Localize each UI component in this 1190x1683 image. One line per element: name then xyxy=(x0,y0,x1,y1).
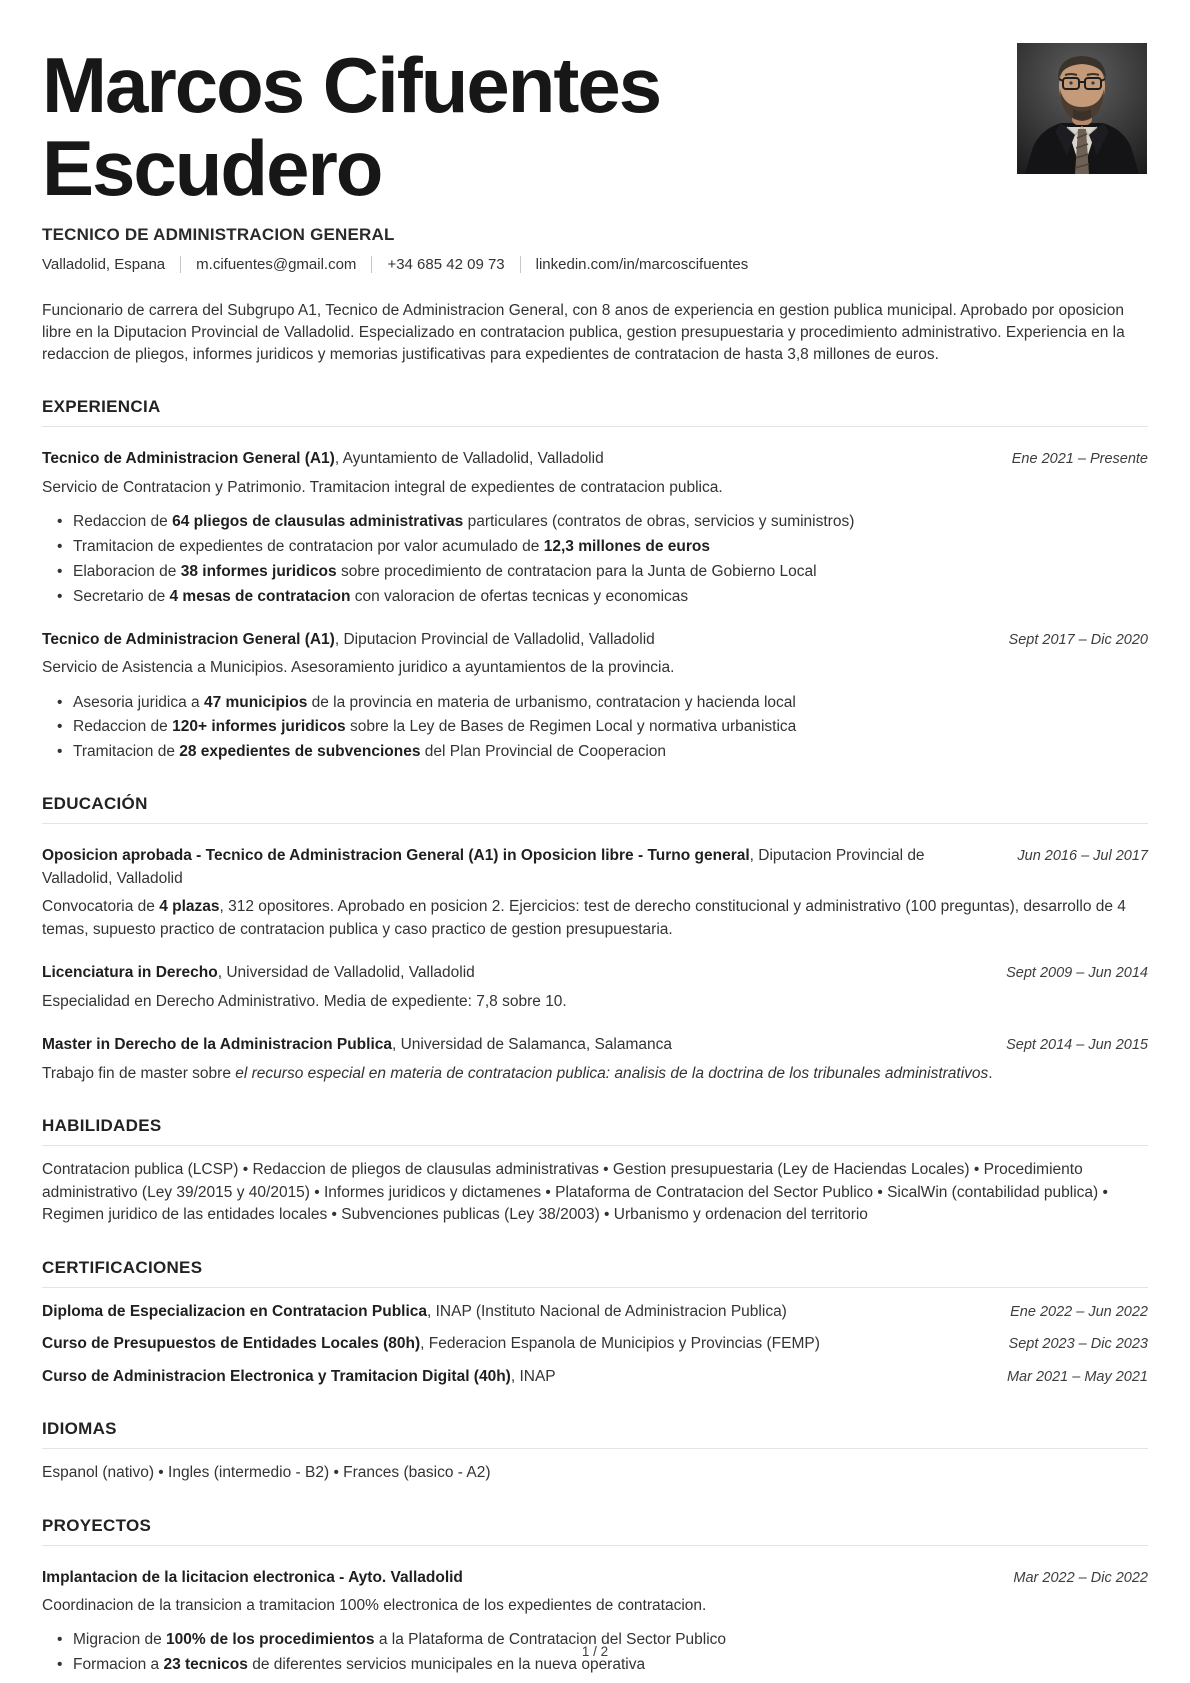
education-entry xyxy=(42,962,1148,1013)
entry-description: Convocatoria de 4 plazas, 312 opositores. Aprobado en posicion 2. Ejercicios: test de derecho constitucional y administrativo (100 preguntas), desarrollo de 4 temas, supuesto practico de contratacion publica y caso practico de gestion presupuestaria. xyxy=(42,898,1126,938)
entry-title-bold: Implantacion de la licitacion electronica - Ayto. Valladolid xyxy=(42,1568,463,1586)
job-title: TECNICO DE ADMINISTRACION GENERAL xyxy=(42,225,395,245)
entry-org: , Universidad de Valladolid, Valladolid xyxy=(217,964,475,982)
entry-header xyxy=(42,448,1148,470)
experience-entry xyxy=(42,629,1148,764)
entry-header xyxy=(42,1333,1148,1355)
entry-subtitle: Servicio de Contratacion y Patrimonio. Tramitacion integral de expedientes de contratacion publica. xyxy=(42,478,723,496)
entry-title-bold: Tecnico de Administracion General (A1) xyxy=(42,450,335,468)
entry-title xyxy=(42,1301,982,1323)
project-entry xyxy=(42,1567,1148,1677)
certification-entry xyxy=(42,1301,1148,1323)
entry-date: Sept 2009 – Jun 2014 xyxy=(1006,965,1148,982)
entry-header xyxy=(42,1567,1148,1589)
summary-paragraph: Funcionario de carrera del Subgrupo A1, Tecnico de Administracion General, con 8 anos de experiencia en gestion publica municipal. Aprobado por oposicion libre en la Diputacion Provincial de Valladolid. Especializado en contratacion publica, gestion presupuestaria y procedimiento administrativo. Experiencia en la redaccion de pliegos, informes juridicos y memorias justificativas para expedientes de contratacion de hasta 3,8 millones de euros. xyxy=(42,302,1125,364)
education-entry xyxy=(42,1034,1148,1085)
entry-date: Ene 2022 – Jun 2022 xyxy=(1010,1303,1148,1320)
bullet-item: • Redaccion de 120+ informes juridicos sobre la Ley de Bases de Regimen Local y normativa urbanistica xyxy=(73,715,1148,738)
entry-header xyxy=(42,962,1148,984)
entry-date: Jun 2016 – Jul 2017 xyxy=(1017,848,1148,865)
section-languages xyxy=(42,1419,1148,1484)
section-skills xyxy=(42,1116,1148,1226)
entry-date: Sept 2017 – Dic 2020 xyxy=(1008,631,1148,648)
entry-title xyxy=(42,629,981,651)
entry-org: , Diputacion Provincial de Valladolid, Valladolid xyxy=(42,847,925,887)
page-title: Marcos Cifuentes Escudero xyxy=(42,41,661,212)
contact-linkedin: linkedin.com/in/marcoscifuentes xyxy=(535,256,749,274)
entry-org: , Federacion Espanola de Municipios y Provincias (FEMP) xyxy=(420,1335,820,1353)
entry-title xyxy=(42,1333,981,1355)
entry-title-bold: Oposicion aprobada - Tecnico de Administracion General (A1) in Oposicion libre - Turno general xyxy=(42,847,750,865)
entry-date: Sept 2023 – Dic 2023 xyxy=(1008,1336,1148,1353)
languages-list: Espanol (nativo) • Ingles (intermedio - B2) • Frances (basico - A2) xyxy=(42,1464,491,1482)
contact-row xyxy=(42,256,1148,273)
entry-date: Sept 2014 – Jun 2015 xyxy=(1006,1037,1148,1054)
section-certifications xyxy=(42,1258,1148,1388)
entry-date: Mar 2022 – Dic 2022 xyxy=(1013,1569,1148,1586)
entry-title-bold: Diploma de Especializacion en Contratacion Publica xyxy=(42,1302,428,1320)
experience-entry xyxy=(42,448,1148,607)
entry-title xyxy=(42,962,978,984)
bullet-item: • Asesoria juridica a 47 municipios de la provincia en materia de urbanismo, contratacion y hacienda local xyxy=(73,691,1148,714)
entry-date: Ene 2021 – Presente xyxy=(1011,451,1148,468)
entry-title-bold: Licenciatura in Derecho xyxy=(42,964,218,982)
section-heading: EDUCACIÓN xyxy=(42,794,148,814)
profile-photo xyxy=(1017,43,1147,174)
entry-description: Trabajo fin de master sobre el recurso especial en materia de contratacion publica: analisis de la doctrina de los tribunales administrativos. xyxy=(42,1064,993,1082)
entry-org: , Diputacion Provincial de Valladolid, Valladolid xyxy=(334,630,655,648)
contact-separator xyxy=(371,256,372,273)
section-education xyxy=(42,794,1148,1085)
entry-org: , INAP (Instituto Nacional de Administracion Publica) xyxy=(427,1302,787,1320)
section-divider xyxy=(42,1287,1148,1288)
section-heading: EXPERIENCIA xyxy=(42,397,161,417)
profile-photo-image xyxy=(1017,43,1147,174)
entry-header xyxy=(42,629,1148,651)
certification-entry xyxy=(42,1366,1148,1388)
bullet-item: • Elaboracion de 38 informes juridicos sobre procedimiento de contratacion para la Junta de Gobierno Local xyxy=(73,560,1148,583)
section-heading: CERTIFICACIONES xyxy=(42,1257,203,1277)
entry-title-bold: Curso de Presupuestos de Entidades Locales (80h) xyxy=(42,1335,421,1353)
entry-header xyxy=(42,1301,1148,1323)
entry-subtitle: Servicio de Asistencia a Municipios. Asesoramiento juridico a ayuntamientos de la provincia. xyxy=(42,659,675,677)
bullet-list xyxy=(42,510,1148,608)
contact-separator xyxy=(180,256,181,273)
section-divider xyxy=(42,1448,1148,1449)
entry-header xyxy=(42,1034,1148,1056)
entry-date: Mar 2021 – May 2021 xyxy=(1006,1368,1148,1385)
entry-title-bold: Curso de Administracion Electronica y Tramitacion Digital (40h) xyxy=(42,1367,511,1385)
entry-title xyxy=(42,1366,979,1388)
entry-title-bold: Master in Derecho de la Administracion Publica xyxy=(42,1036,392,1054)
entry-title xyxy=(42,1567,985,1589)
section-heading: IDIOMAS xyxy=(42,1419,117,1439)
contact-email: m.cifuentes@gmail.com xyxy=(196,256,357,274)
entry-description: Especialidad en Derecho Administrativo. Media de expediente: 7,8 sobre 10. xyxy=(42,992,567,1010)
section-divider xyxy=(42,1545,1148,1546)
bullet-item: • Tramitacion de expedientes de contratacion por valor acumulado de 12,3 millones de euros xyxy=(73,535,1148,558)
skills-list: Contratacion publica (LCSP) • Redaccion de pliegos de clausulas administrativas • Gestion presupuestaria (Ley de Haciendas Locales) • Procedimiento administrativo (Ley 39/2015 y 40/2015) • Informes juridicos y dictamenes • Plataforma de Contratacion del Sector Publico • SicalWin (contabilidad publica) • Regimen juridico de las entidades locales • Subvenciones publicas (Ley 38/2003) • Urbanismo y ordenacion del territorio xyxy=(42,1161,1108,1224)
entry-subtitle: Coordinacion de la transicion a tramitacion 100% electronica de los expedientes de contratacion. xyxy=(42,1596,707,1614)
bullet-item: • Tramitacion de 28 expedientes de subvenciones del Plan Provincial de Cooperacion xyxy=(73,740,1148,763)
page-indicator: 1 / 2 xyxy=(581,1644,609,1659)
entry-org: , Ayuntamiento de Valladolid, Valladolid xyxy=(334,450,604,468)
section-experience xyxy=(42,397,1148,763)
section-heading: HABILIDADES xyxy=(42,1116,162,1136)
entry-header xyxy=(42,1366,1148,1388)
bullet-item: • Migracion de 100% de los procedimientos a la Plataforma de Contratacion del Sector Publico xyxy=(73,1628,1148,1651)
education-entry xyxy=(42,845,1148,941)
section-divider xyxy=(42,1145,1148,1146)
contact-phone: +34 685 42 09 73 xyxy=(387,256,505,274)
section-divider xyxy=(42,823,1148,824)
entry-title-bold: Tecnico de Administracion General (A1) xyxy=(42,630,335,648)
entry-title xyxy=(42,448,984,470)
entry-org: , Universidad de Salamanca, Salamanca xyxy=(392,1036,673,1054)
bullet-item: • Secretario de 4 mesas de contratacion con valoracion de ofertas tecnicas y economicas xyxy=(73,585,1148,608)
contact-location: Valladolid, Espana xyxy=(42,256,166,274)
entry-header xyxy=(42,845,1148,890)
entry-title xyxy=(42,1034,978,1056)
bullet-list xyxy=(42,691,1148,764)
bullet-item: • Redaccion de 64 pliegos de clausulas administrativas particulares (contratos de obras, servicios y suministros) xyxy=(73,510,1148,533)
entry-title xyxy=(42,845,989,890)
section-divider xyxy=(42,426,1148,427)
certification-entry xyxy=(42,1333,1148,1355)
contact-separator xyxy=(520,256,521,273)
bullet-item: • Formacion a 23 tecnicos de diferentes servicios municipales en la nueva operativa xyxy=(73,1653,1148,1676)
section-heading: PROYECTOS xyxy=(42,1515,152,1535)
entry-org: , INAP xyxy=(510,1367,556,1385)
